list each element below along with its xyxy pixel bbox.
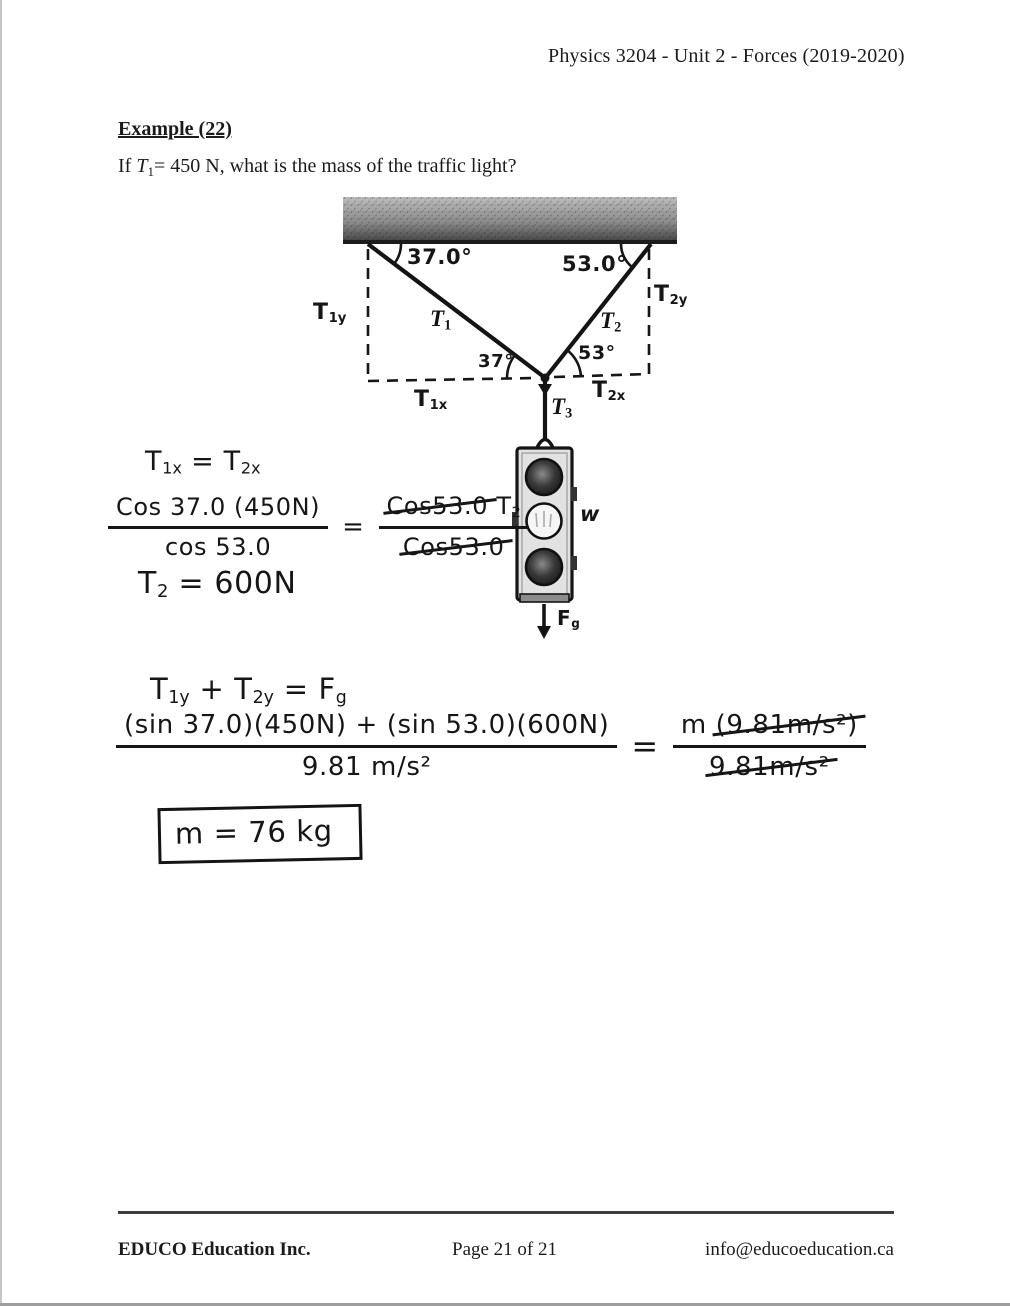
fraction-right-denominator (379, 529, 529, 561)
question-prefix: If (118, 155, 137, 177)
fraction-left (108, 493, 328, 561)
footer-page-number: Page 21 of 21 (452, 1239, 558, 1260)
ceiling-bar (343, 197, 677, 244)
equation-cos-fractions (108, 492, 529, 561)
free-body-diagram (300, 190, 710, 650)
equation-t1y-plus-t2y: $T_{1y} + T_{2y} = F_g$ (150, 672, 347, 708)
angle-label-junction-right: 53° (578, 342, 616, 364)
footer-rule (118, 1211, 894, 1214)
lamp-top (526, 459, 562, 495)
cancelled-g-numerator: (9.81m/s²) (715, 710, 858, 740)
fraction-sin-left (116, 710, 617, 782)
label-t1: $T_1$ (430, 306, 452, 334)
question-text (118, 155, 516, 180)
question-rest: = 450 N, what is the mass of the traffic light? (153, 155, 517, 177)
fraction-left-numerator: Cos 37.0 (450N) (108, 493, 328, 529)
fraction-mass-numerator: m (9.81m/s²) (673, 710, 866, 748)
label-t1y: $T_{1y}$ (313, 300, 347, 326)
footer-company: EDUCO Education Inc. (118, 1239, 311, 1260)
header-title: Physics 3204 - Unit 2 - Forces (2019-2020) (548, 45, 905, 67)
fraction-mass-denominator (673, 748, 866, 782)
t3-arrowhead (538, 384, 552, 396)
label-t2x: $T_{2x}$ (592, 378, 626, 404)
fraction-left-denominator: cos 53.0 (164, 532, 272, 561)
fraction-sin-numerator: (sin 37.0)(450N) + (sin 53.0)(600N) (116, 710, 617, 748)
question-variable: T (136, 155, 148, 177)
footer-email: info@educoeducation.ca (705, 1239, 894, 1260)
equation-t2-result: $T_2 = 600N$ (138, 566, 297, 602)
lamp-bottom (526, 549, 562, 585)
cancelled-g-denominator: 9.81m/s² (708, 752, 830, 782)
side-tab-right-1 (571, 487, 577, 501)
label-t2y: $T_{2y}$ (654, 282, 688, 308)
fraction-right (379, 492, 529, 561)
label-t2: $T_2$ (600, 308, 622, 336)
side-tab-right-2 (571, 556, 577, 570)
fraction-right-numerator: Cos53.0 $T_2$ (379, 492, 529, 529)
question-variable-sub: 1 (147, 164, 154, 179)
equals-sign-2: = (631, 727, 659, 765)
label-t3: $T_3$ (551, 394, 573, 422)
equals-sign: = (342, 511, 365, 542)
angle-label-junction-left: 37° (478, 351, 514, 372)
fraction-sin-denominator: 9.81 m/s² (301, 752, 432, 782)
label-weight: w (580, 502, 601, 526)
scan-edge-left (0, 0, 2, 1306)
label-t1x: $T_{1x}$ (414, 387, 448, 413)
angle-label-top-right: 53.0° (562, 252, 628, 276)
example-heading: Example (22) (118, 118, 232, 140)
answer-box (158, 806, 362, 862)
cancelled-cos53-den: Cos53.0 (402, 533, 505, 562)
equation-t1x-equals-t2x: $T_{1x} = T_{2x}$ (145, 446, 261, 478)
angle-label-top-left: 37.0° (407, 245, 473, 269)
label-fg: $F_g$ (557, 606, 580, 631)
junction-point (541, 374, 550, 383)
fg-arrow (537, 604, 551, 639)
fraction-mass-right (673, 710, 866, 782)
final-answer: m = 76 kg (157, 804, 362, 864)
equation-sin-fractions (116, 710, 866, 782)
cancelled-cos53: Cos53.0 (386, 492, 489, 520)
